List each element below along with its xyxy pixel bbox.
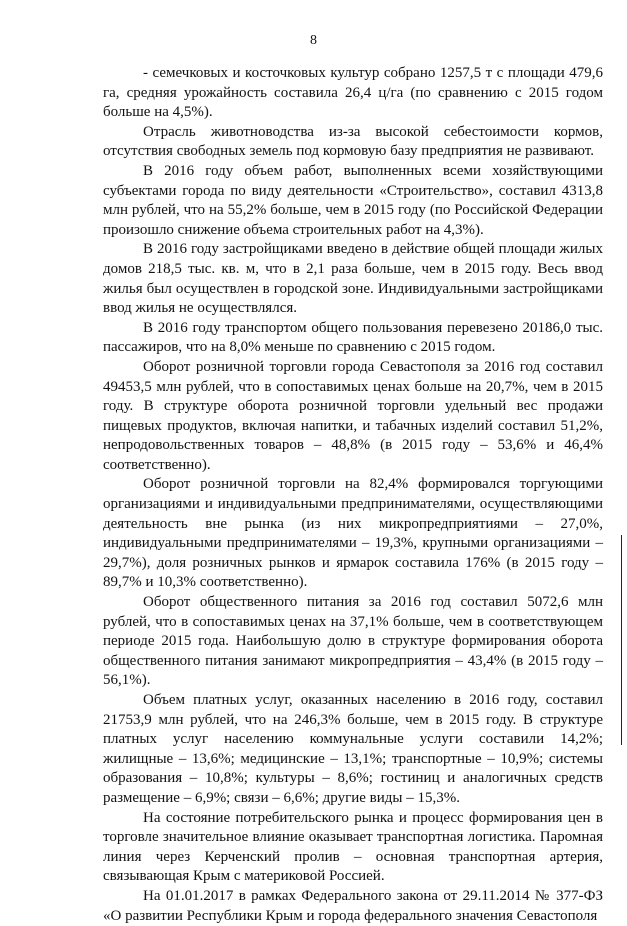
page-number: 8 (310, 33, 317, 48)
document-body (103, 64, 603, 926)
paragraph-retail-turnover: Оборот розничной торговли города Севастополя за 2016 год составил 49453,5 млн рублей, что в сопоставимых ценах больше на 20,7%, чем в 2015 году. В структуре оборота розничной торговли удельный вес продажи пищевых продуктов, включая напитки, и табачных изделий составил 51,2%, непродовольственных товаров – 48,8% (в 2015 году – 53,6% и 46,4% соответственно). (103, 358, 603, 473)
paragraph-construction: В 2016 году объем работ, выполненных всеми хозяйствующими субъектами города по виду деятельности «Строительство», составил 4313,8 млн рублей, что на 55,2% больше, чем в 2015 году (по Российской Федерации произошло снижение объема строительных работ на 4,3%). (103, 162, 603, 238)
paragraph-catering: Оборот общественного питания за 2016 год составил 5072,6 млн рублей, что в сопоставимых ценах на 37,1% больше, чем в соответствующем периоде 2015 года. Наибольшую долю в структуре формирования оборота общественного питания занимают микропредприятия – 43,4% (в 2015 году – 56,1%). (103, 594, 603, 689)
paragraph-livestock: Отрасль животноводства из-за высокой себестоимости кормов, отсутствия свободных земель под кормовую базу предприятия не развивают. (103, 123, 603, 160)
paragraph-logistics: На состояние потребительского рынка и процесс формирования цен в торговле значительное влияние оказывает транспортная логистика. Паромная линия через Керченский пролив – основная транспортная артерия, связывающая Крым с материковой Россией. (103, 809, 603, 885)
paragraph-transport: В 2016 году транспортом общего пользования перевезено 20186,0 тыс. пассажиров, что на 8,0% меньше по сравнению с 2015 годом. (103, 319, 603, 356)
paragraph-fruit-harvest: - семечковых и косточковых культур собрано 1257,5 т с площади 479,6 га, средняя урожайность составила 26,4 ц/га (по сравнению с 2015 годом больше на 4,5%). (103, 65, 603, 121)
scan-margin-line (621, 535, 622, 745)
paragraph-housing: В 2016 году застройщиками введено в действие общей площади жилых домов 218,5 тыс. кв. м, что в 2,1 раза больше, чем в 2015 году. Весь ввод жилья был осуществлен в городской зоне. Индивидуальными застройщиками ввод жилья не осуществлялся. (103, 241, 603, 317)
paragraph-retail-structure: Оборот розничной торговли на 82,4% формировался торгующими организациями и индивидуальными предпринимателями, осуществляющими деятельность вне рынка (из них микропредприятиями – 27,0%, индивидуальными предпринимателями – 19,3%, крупными организациями – 29,7%), доля розничных рынков и ярмарок составила 176% (в 2015 году – 89,7% и 10,3% соответственно). (103, 476, 603, 591)
paragraph-federal-law: На 01.01.2017 в рамках Федерального закона от 29.11.2014 № 377-ФЗ «О развитии Республики Крым и города федерального значения Севастополя (103, 887, 603, 924)
paragraph-paid-services: Объем платных услуг, оказанных населению в 2016 году, составил 21753,9 млн рублей, что на 246,3% больше, чем в 2015 году. В структуре платных услуг населению коммунальные услуги составили 14,2%; жилищные – 13,6%; медицинские – 13,1%; транспортные – 10,9%; системы образования – 10,8%; культуры – 8,6%; гостиниц и аналогичных средств размещение – 6,9%; связи – 6,6%; другие виды – 15,3%. (103, 692, 603, 806)
